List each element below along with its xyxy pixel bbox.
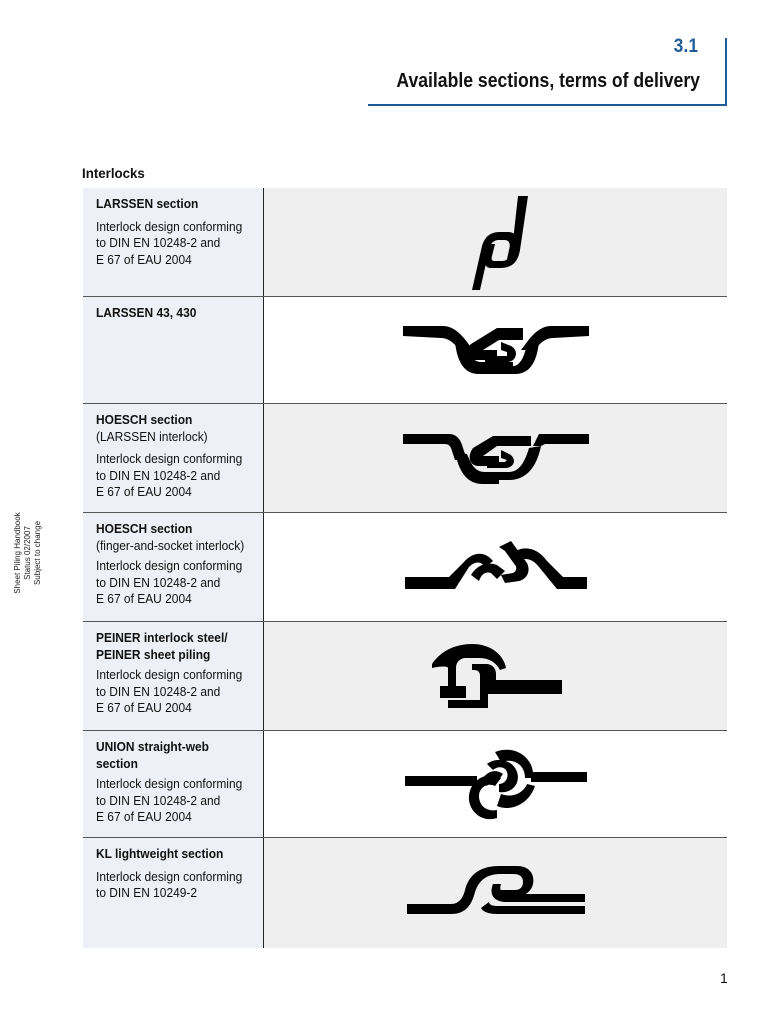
row-subtitle: (LARSSEN interlock) xyxy=(96,428,208,444)
row-name: LARSSEN 43, 430 xyxy=(96,305,197,320)
row-description: Interlock design conforming to DIN EN 10249-2 xyxy=(96,868,243,900)
table-row xyxy=(83,838,727,948)
interlock-table xyxy=(83,188,727,948)
row-label-cell xyxy=(83,838,264,948)
row-name: section xyxy=(96,755,138,771)
row-name: HOESCH section xyxy=(96,521,193,536)
row-name: KL lightweight section xyxy=(96,846,224,861)
row-name: PEINER sheet piling xyxy=(96,646,211,662)
table-row xyxy=(83,513,727,622)
hoesch-finger-socket-interlock-icon xyxy=(401,537,591,597)
row-figure-cell xyxy=(264,404,727,512)
side-note-line: Sheet Piling Handbook xyxy=(13,512,22,594)
table-row xyxy=(83,297,727,404)
side-note xyxy=(13,503,43,603)
row-figure-cell xyxy=(264,622,727,730)
row-figure-cell xyxy=(264,731,727,837)
row-label-cell xyxy=(83,404,264,512)
table-row xyxy=(83,188,727,297)
row-label-cell xyxy=(83,622,264,730)
row-description: Interlock design conforming to DIN EN 10248-2 and E 67 of EAU 2004 xyxy=(96,667,243,715)
row-description: Interlock design conforming to DIN EN 10248-2 and E 67 of EAU 2004 xyxy=(96,776,243,824)
side-note-line: Status 02/2007 xyxy=(23,526,32,580)
row-label-cell xyxy=(83,731,264,837)
row-figure-cell xyxy=(264,188,727,296)
row-name: LARSSEN section xyxy=(96,196,199,211)
row-figure-cell xyxy=(264,297,727,403)
hoesch-larssen-interlock-icon xyxy=(401,428,591,488)
row-label-cell xyxy=(83,513,264,621)
page-number: 1 xyxy=(720,970,728,986)
row-name: PEINER interlock steel/ xyxy=(96,630,228,645)
row-label-cell xyxy=(83,188,264,296)
table-row xyxy=(83,622,727,731)
page-title: Available sections, terms of delivery xyxy=(396,70,700,92)
section-number: 3.1 xyxy=(673,36,698,57)
row-label-cell xyxy=(83,297,264,403)
row-figure-cell xyxy=(264,513,727,621)
side-note-line: Subject to change xyxy=(33,520,42,586)
row-name: UNION straight-web xyxy=(96,739,209,754)
table-row xyxy=(83,731,727,838)
peiner-interlock-icon xyxy=(426,636,566,716)
row-description: Interlock design conforming to DIN EN 10248-2 and E 67 of EAU 2004 xyxy=(96,451,243,499)
row-figure-cell xyxy=(264,838,727,948)
header-underline xyxy=(368,104,727,106)
larssen-43-interlock-icon xyxy=(401,320,591,380)
section-heading: Interlocks xyxy=(82,165,145,181)
kl-lightweight-interlock-icon xyxy=(401,858,591,928)
row-description: Interlock design conforming to DIN EN 10248-2 and E 67 of EAU 2004 xyxy=(96,218,243,267)
row-description: Interlock design conforming to DIN EN 10248-2 and E 67 of EAU 2004 xyxy=(96,558,243,606)
union-straight-web-interlock-icon xyxy=(401,742,591,826)
row-subtitle: (finger-and-socket interlock) xyxy=(96,537,245,553)
row-name: HOESCH section xyxy=(96,412,193,427)
table-row xyxy=(83,404,727,513)
larssen-interlock-icon xyxy=(436,192,556,292)
header-accent-bar xyxy=(725,38,727,106)
